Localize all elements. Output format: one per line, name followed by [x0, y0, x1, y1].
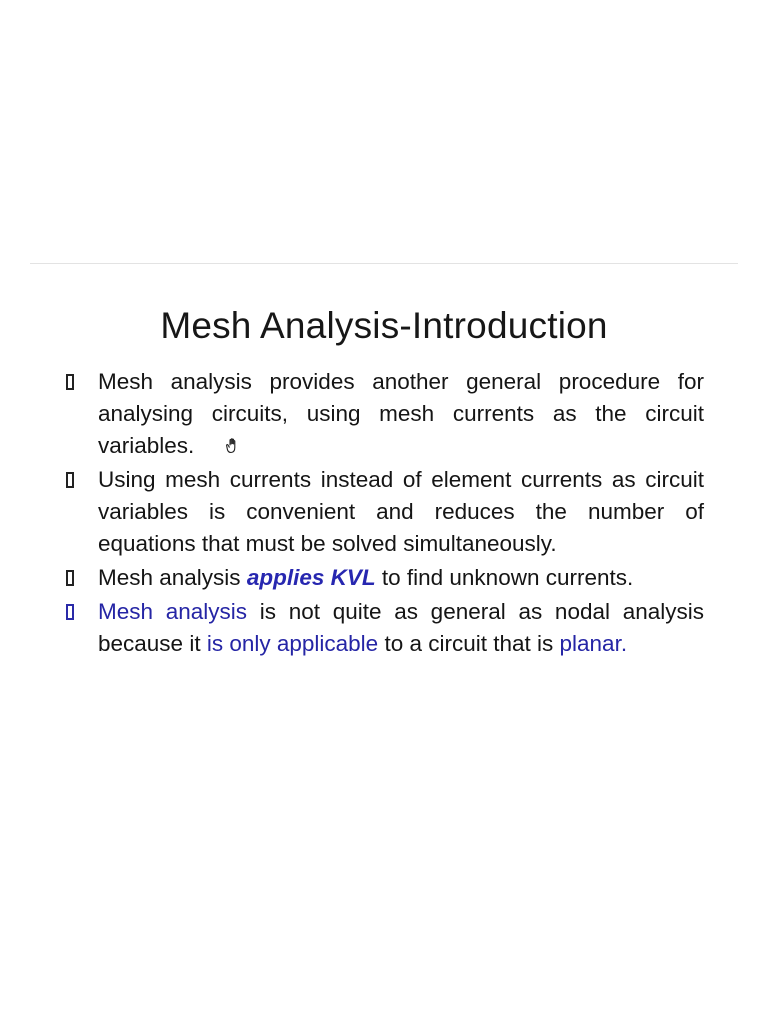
- bullet-4-part5: planar.: [559, 631, 628, 656]
- bullet-4-part1: Mesh analysis: [98, 599, 248, 624]
- square-bullet-icon: [66, 604, 74, 620]
- bullet-3-after: to find unknown currents.: [375, 565, 634, 590]
- square-bullet-icon: [66, 472, 74, 488]
- square-bullet-icon: [66, 570, 74, 586]
- slide-title: Mesh Analysis-Introduction: [160, 305, 608, 346]
- bullet-item-3: [66, 562, 704, 594]
- bullet-item-1: [66, 366, 704, 462]
- bullet-4-part2: is not quite as general as nodal analysis because it: [98, 599, 704, 656]
- top-divider: [30, 263, 738, 264]
- bullet-item-2: [66, 464, 704, 560]
- hand-cursor-icon: [225, 437, 243, 455]
- bullet-list: [66, 366, 704, 662]
- bullet-3-emphasis: applies KVL: [246, 565, 376, 590]
- bullet-item-4: [66, 596, 704, 660]
- bullet-text-1: Mesh analysis provides another general procedure for analysing circuits, using mesh currents as the circuit variables.: [98, 369, 704, 458]
- bullet-4-part4: to a circuit that is: [378, 631, 560, 656]
- bullet-4-part3: is only applicable: [206, 631, 379, 656]
- bullet-3-before: Mesh analysis: [98, 565, 247, 590]
- square-bullet-icon: [66, 374, 74, 390]
- bullet-text-2: Using mesh currents instead of element currents as circuit variables is convenient and reduces the number of equations that must be solved simultaneously.: [98, 467, 704, 556]
